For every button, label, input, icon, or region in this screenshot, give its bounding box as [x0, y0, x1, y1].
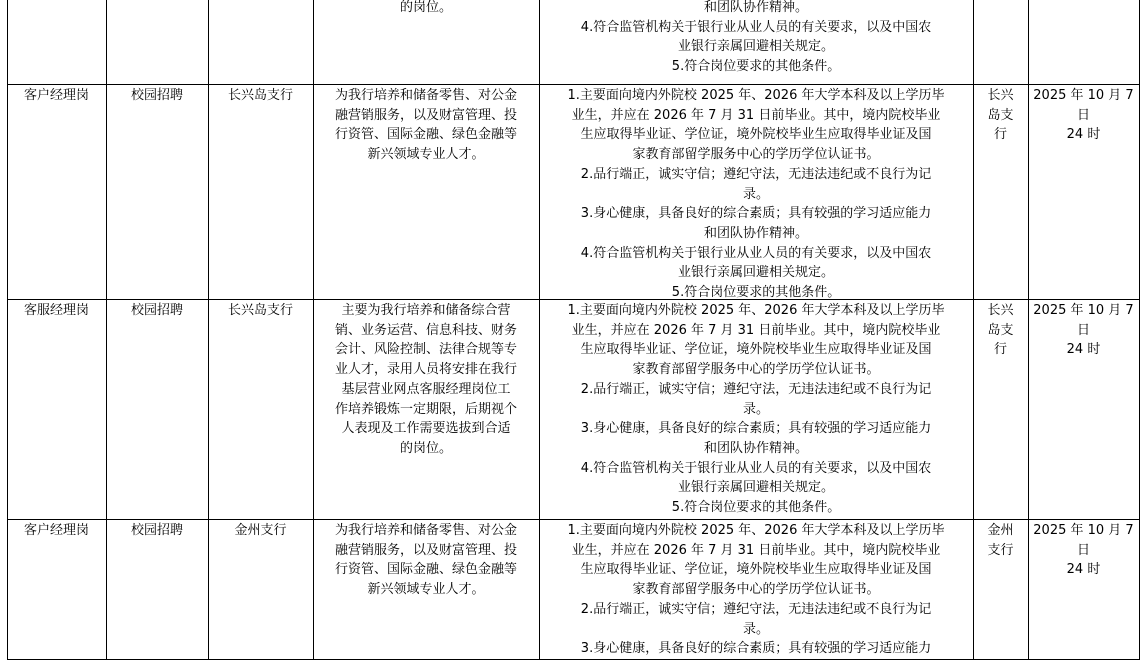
deadline-cell [1028, 86, 1139, 145]
requirements-cell-line: 5.符合岗位要求的其他条件。 [671, 285, 841, 301]
requirements-cell-line: 家教育部留学服务中心的学历学位认证书。 [632, 362, 880, 378]
work-location-cell-line: 支行 [987, 542, 1014, 558]
branch-cell: 长兴岛支行 [227, 88, 293, 103]
requirements-cell-line: 2.品行端正，诚实守信；遵纪守法，无违法违纪或不良行为记 [580, 381, 932, 397]
requirements-cell-line: 1.主要面向境内外院校 2025 年、2026 年大学本科及以上学历毕 [567, 523, 945, 538]
requirements-cell-line: 2.品行端正，诚实守信；遵纪守法，无违法违纪或不良行为记 [580, 601, 932, 617]
requirements-cell-line: 业银行亲属回避相关规定。 [677, 265, 834, 281]
deadline-cell-line: 2025 年 10 月 7 [1033, 303, 1134, 318]
deadline-cell-line: 日 [1076, 542, 1090, 558]
requirements-cell-line: 生应取得毕业证、学位证，境外院校毕业生应取得毕业证及国 [580, 562, 932, 578]
branch-cell: 金州支行 [234, 523, 287, 538]
description-cell-line: 基层营业网点客服经理岗位工 [341, 381, 511, 397]
requirements-cell-line: 5.符合岗位要求的其他条件。 [671, 59, 841, 75]
requirements-cell-line: 2.品行端正，诚实守信；遵纪守法，无违法违纪或不良行为记 [580, 166, 932, 182]
requirements-cell-line: 生应取得毕业证、学位证，境外院校毕业生应取得毕业证及国 [580, 342, 932, 358]
deadline-cell [1028, 301, 1139, 360]
requirements-cell-line: 1.主要面向境内外院校 2025 年、2026 年大学本科及以上学历毕 [567, 88, 945, 103]
description-cell [313, 521, 539, 600]
requirements-cell-line: 和团队协作精神。 [703, 0, 808, 15]
deadline-cell [1028, 521, 1139, 580]
deadline-cell-line: 24 时 [1066, 562, 1101, 578]
requirements-cell-line: 5.符合岗位要求的其他条件。 [671, 500, 841, 516]
work-location-cell-line: 岛支 [987, 107, 1014, 123]
requirements-cell-line: 业银行亲属回避相关规定。 [677, 480, 834, 496]
requirements-cell-line: 4.符合监管机构关于银行业从业人员的有关要求，以及中国农 [580, 460, 932, 476]
deadline-cell-line: 2025 年 10 月 7 [1033, 88, 1134, 103]
recruit-type-cell: 校园招聘 [130, 303, 183, 318]
deadline-cell-line: 24 时 [1066, 127, 1101, 143]
description-cell-line: 行资管、国际金融、绿色金融等 [334, 562, 517, 578]
requirements-cell-line: 家教育部留学服务中心的学历学位认证书。 [632, 582, 880, 598]
requirements-cell-line: 3.身心健康，具备良好的综合素质；具有较强的学习适应能力 [580, 641, 932, 657]
description-cell-line: 销、业务运营、信息科技、财务 [334, 322, 517, 338]
deadline-cell-line: 日 [1076, 107, 1090, 123]
requirements-cell-line: 业生，并应在 2026 年 7 月 31 日前毕业。其中，境内院校毕业 [571, 322, 941, 338]
requirements-cell-line: 和团队协作精神。 [703, 225, 808, 241]
work-location-cell-line: 长兴 [987, 88, 1014, 103]
requirements-cell-line: 和团队协作精神。 [703, 440, 808, 456]
requirements-cell-line: 3.身心健康，具备良好的综合素质；具有较强的学习适应能力 [580, 206, 932, 222]
description-cell-line: 为我行培养和储备零售、对公金 [334, 88, 517, 103]
requirements-cell-line: 生应取得毕业证、学位证，境外院校毕业生应取得毕业证及国 [580, 127, 932, 143]
requirements-cell-line: 业生，并应在 2026 年 7 月 31 日前毕业。其中，境内院校毕业 [571, 107, 941, 123]
requirements-cell [539, 521, 973, 659]
work-location-cell-line: 长兴 [987, 303, 1014, 318]
requirements-cell-line: 业生，并应在 2026 年 7 月 31 日前毕业。其中，境内院校毕业 [571, 542, 941, 558]
requirements-cell-line: 4.符合监管机构关于银行业从业人员的有关要求，以及中国农 [580, 245, 932, 261]
description-cell-line: 融营销服务，以及财富管理、投 [334, 107, 517, 123]
requirements-cell [539, 0, 973, 77]
work-location-cell-line: 行 [993, 127, 1007, 143]
description-cell-line: 的岗位。 [399, 440, 452, 456]
requirements-cell [539, 86, 973, 303]
description-cell-line: 业人才，录用人员将安排在我行 [334, 362, 517, 378]
requirements-cell-line: 录。 [742, 186, 769, 202]
description-cell-line: 作培养锻炼一定期限，后期视个 [334, 401, 517, 417]
description-cell-line: 融营销服务，以及财富管理、投 [334, 542, 517, 558]
description-cell-line: 行资管、国际金融、绿色金融等 [334, 127, 517, 143]
position-cell: 客户经理岗 [23, 88, 89, 103]
description-cell [313, 0, 539, 18]
branch-cell: 长兴岛支行 [227, 303, 293, 318]
deadline-cell-line: 日 [1076, 322, 1090, 338]
description-cell-line: 主要为我行培养和储备综合营 [341, 303, 511, 318]
requirements-cell-line: 3.身心健康，具备良好的综合素质；具有较强的学习适应能力 [580, 421, 932, 437]
description-cell-line: 新兴领域专业人才。 [367, 147, 485, 163]
description-cell-line: 为我行培养和储备零售、对公金 [334, 523, 517, 538]
description-cell-line: 人表现及工作需要选拔到合适 [341, 421, 511, 437]
work-location-cell [973, 521, 1028, 560]
recruit-type-cell: 校园招聘 [130, 88, 183, 103]
deadline-cell-line: 2025 年 10 月 7 [1033, 523, 1134, 538]
deadline-cell-line: 24 时 [1066, 342, 1101, 358]
description-cell-line: 会计、风险控制、法律合规等专 [334, 342, 517, 358]
description-cell [313, 301, 539, 459]
work-location-cell [973, 86, 1028, 145]
requirements-cell-line: 1.主要面向境内外院校 2025 年、2026 年大学本科及以上学历毕 [567, 303, 945, 318]
position-cell: 客户经理岗 [23, 523, 89, 538]
requirements-cell-line: 业银行亲属回避相关规定。 [677, 39, 834, 55]
work-location-cell-line: 金州 [987, 523, 1014, 538]
requirements-cell-line: 4.符合监管机构关于银行业从业人员的有关要求，以及中国农 [580, 19, 932, 35]
work-location-cell-line: 岛支 [987, 322, 1014, 338]
position-cell: 客服经理岗 [23, 303, 89, 318]
recruit-type-cell: 校园招聘 [130, 523, 183, 538]
description-cell [313, 86, 539, 165]
requirements-cell-line: 录。 [742, 401, 769, 417]
requirements-cell [539, 301, 973, 518]
requirements-cell-line: 家教育部留学服务中心的学历学位认证书。 [632, 147, 880, 163]
work-location-cell [973, 301, 1028, 360]
description-cell-line: 新兴领域专业人才。 [367, 582, 485, 598]
description-cell-line: 的岗位。 [399, 0, 452, 15]
work-location-cell-line: 行 [993, 342, 1007, 358]
requirements-cell-line: 录。 [742, 621, 769, 637]
